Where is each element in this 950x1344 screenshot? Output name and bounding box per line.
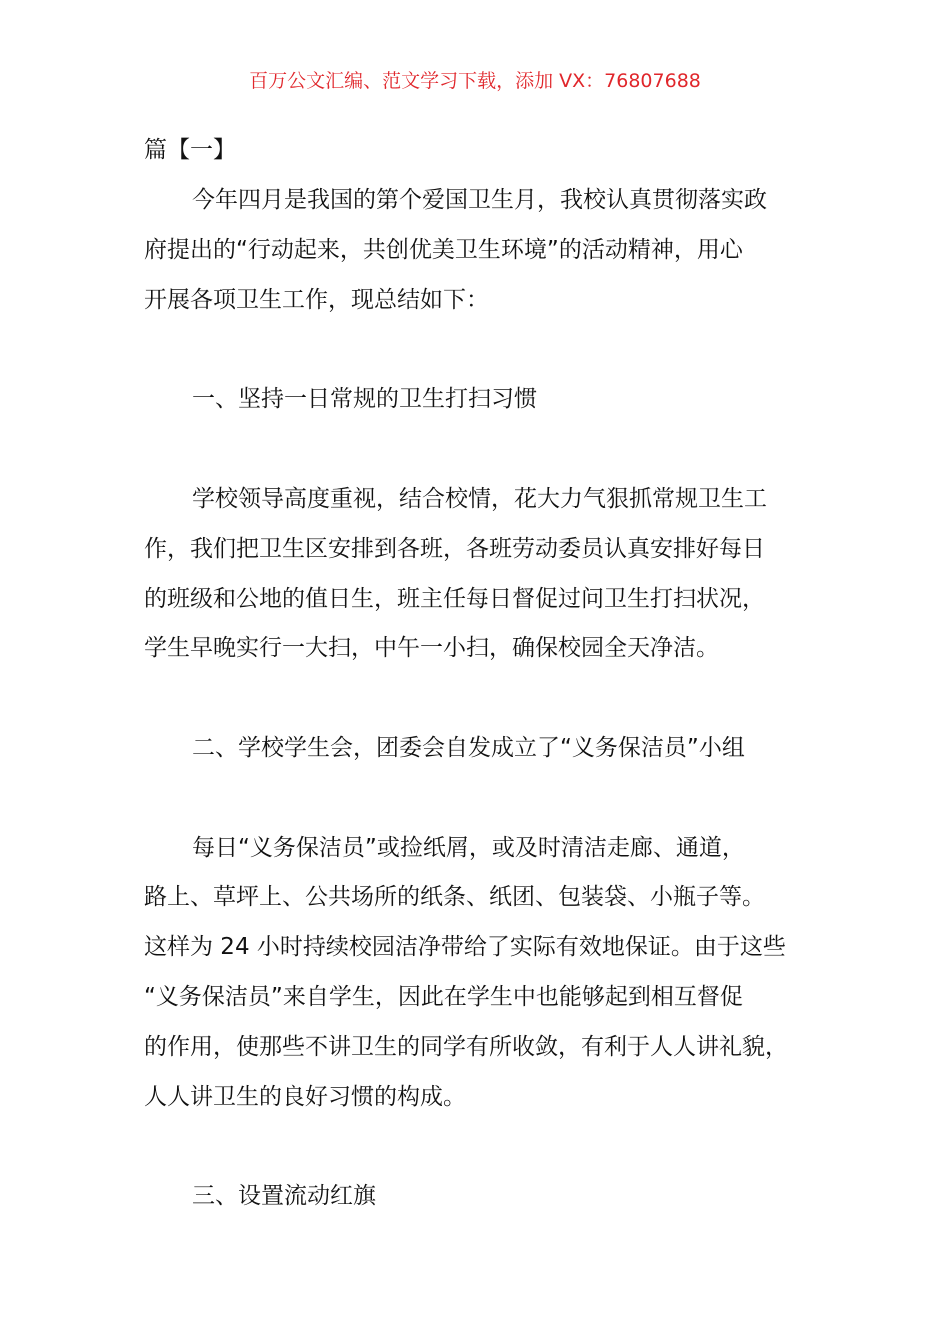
text-line: 开展各项卫生工作，现总结如下： <box>144 287 489 313</box>
text-line: 的作用，使那些不讲卫生的同学有所收敛，有利于人人讲礼貌， <box>144 1034 788 1060</box>
subheading: 一、坚持一日常规的卫生打扫习惯 <box>192 386 537 412</box>
text-line: 府提出的“行动起来，共创优美卫生环境”的活动精神，用心 <box>144 237 743 263</box>
text-line: 今年四月是我国的第个爱国卫生月，我校认真贯彻落实政 <box>192 187 767 213</box>
text-line: “义务保洁员”来自学生，因此在学生中也能够起到相互督促 <box>144 984 743 1010</box>
text-line: 人人讲卫生的良好习惯的构成。 <box>144 1084 466 1110</box>
text-line: 每日“义务保洁员”或捡纸屑，或及时清洁走廊、通道， <box>192 835 745 861</box>
text-line: 学校领导高度重视，结合校情，花大力气狠抓常规卫生工 <box>192 486 767 512</box>
text-line: 作，我们把卫生区安排到各班，各班劳动委员认真安排好每日 <box>144 536 765 562</box>
watermark-header: 百万公文汇编、范文学习下载，添加 VX：76807688 <box>249 70 701 92</box>
section-title: 篇【一】 <box>144 137 236 163</box>
text-line: 的班级和公地的值日生，班主任每日督促过问卫生打扫状况， <box>144 586 765 612</box>
subheading: 三、设置流动红旗 <box>192 1183 376 1209</box>
text-line: 路上、草坪上、公共场所的纸条、纸团、包装袋、小瓶子等。 <box>144 884 765 910</box>
text-line: 这样为 24 小时持续校园洁净带给了实际有效地保证。由于这些 <box>144 934 786 960</box>
text-line: 学生早晚实行一大扫，中午一小扫，确保校园全天净洁。 <box>144 635 719 661</box>
subheading: 二、学校学生会，团委会自发成立了“义务保洁员”小组 <box>192 735 745 761</box>
